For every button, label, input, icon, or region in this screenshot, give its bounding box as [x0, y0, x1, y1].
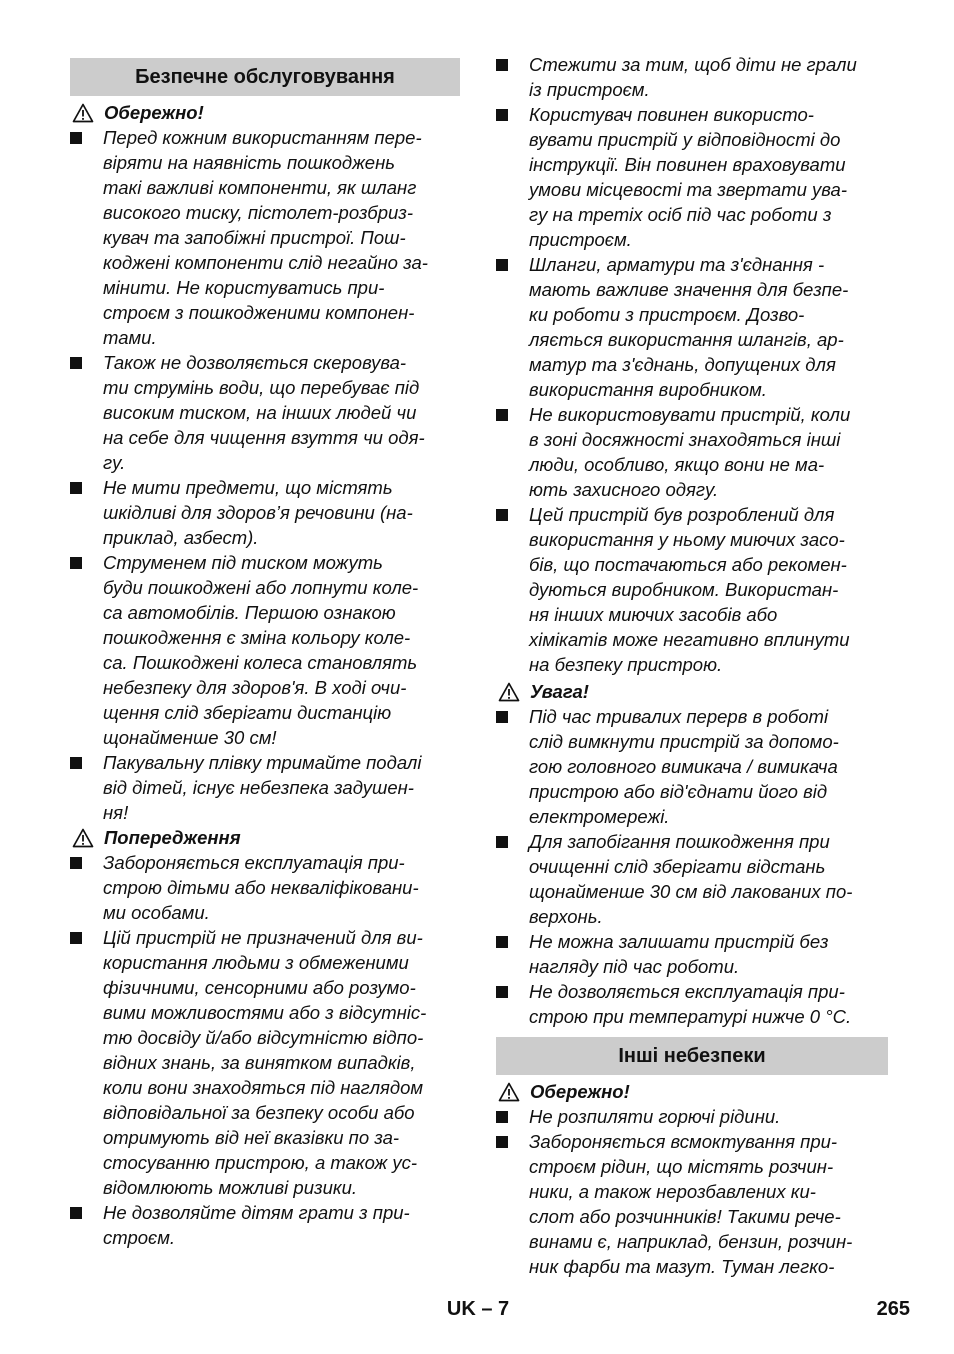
bullet-square-icon: [496, 1136, 508, 1148]
bullet-square-icon: [70, 857, 82, 869]
warning-label: Обережно!: [530, 1080, 630, 1102]
list-item: [496, 402, 888, 502]
list-item: [70, 475, 460, 550]
bullet-square-icon: [70, 932, 82, 944]
list-item: [496, 1129, 888, 1279]
list-item-text: Не використовувати пристрій, коли в зоні досяжності знаходяться інші люди, особливо, якщо вони не ма- ють захисного одягу.: [529, 404, 851, 500]
list-item-text: Стежити за тим, щоб діти не грали із пристроєм.: [529, 54, 857, 100]
list-item-text: Не дозволяється експлуатація при- строю при температурі нижче 0 °C.: [529, 981, 852, 1027]
list-item-text: Не можна залишати пристрій без нагляду під час роботи.: [529, 931, 829, 977]
list-item: [70, 125, 460, 350]
list-item: [496, 929, 888, 979]
list-item: [496, 979, 888, 1029]
bullet-square-icon: [496, 836, 508, 848]
list-item: [496, 102, 888, 252]
list-item: [496, 704, 888, 829]
list-item-text: Цій пристрій не призначений для ви- користання людьми з обмеженими фізичними, сенсорними або розумо- вими можливостями або з відсутніс- тю досвіду й/або відсутністю відпо- відних знань, за винятком випадків, коли вони знаходяться під наглядом відповідальної за безпеку особи або отримують від неї вказівки по за- стосуванню пристрою, а також ус- відомлюють можливі ризики.: [103, 927, 427, 1198]
list-item-text: Шланги, арматури та з'єднання - мають важливе значення для безпе- ки роботи з пристроєм. Дозво- ляється використання шлангів, ар- матур та з'єднань, допущених для використання виробником.: [529, 254, 849, 400]
list-item: [70, 550, 460, 750]
list-item-text: Не дозволяйте дітям грати з при- строєм.: [103, 1202, 410, 1248]
bullet-square-icon: [70, 482, 82, 494]
bullet-square-icon: [496, 711, 508, 723]
list-item-text: Струменем під тиском можуть буди пошкоджені або лопнути коле- са автомобілів. Першою ознакою пошкодження є зміна кольору коле- са. Пошкоджені колеса становлять небезпеку для здоров'я. В ході очи- щення слід зберігати дистанцію щонайменше 30 см!: [103, 552, 419, 748]
bullet-square-icon: [70, 557, 82, 569]
list-item: [70, 850, 460, 925]
warning-danger: [70, 825, 460, 850]
warning-label: Обережно!: [104, 101, 204, 123]
list-item-text: Користувач повинен використо- вувати пристрій у відповідності до інструкції. Він повинен враховувати умови місцевості та звертати ува- гу на третіх осіб під час роботи з пристроєм.: [529, 104, 848, 250]
list-item-text: Не розпиляти горючі рідини.: [529, 1106, 781, 1127]
list-item-text: Також не дозволяється скеровува- ти струмінь води, що перебуває під високим тиском, на інших людей чи на себе для чищення взуття чи одя- гу.: [103, 352, 425, 473]
bullet-square-icon: [496, 1111, 508, 1123]
right-column: [496, 52, 888, 1279]
list-item: [70, 350, 460, 475]
list-item-text: Під час тривалих перерв в роботі слід вимкнути пристрій за допомо- гою головного вимикача / вимикача пристрою або від'єднати його від електромережі.: [529, 706, 839, 827]
list-item: [496, 829, 888, 929]
list-item-text: Для запобігання пошкодження при очищенні слід зберігати відстань щонайменше 30 см від лакованих по- верхонь.: [529, 831, 853, 927]
warning-label: Увага!: [530, 680, 589, 702]
list-item-text: Цей пристрій був розроблений для використання у ньому миючих засо- бів, що постачаються або рекомен- дуються виробником. Використан- ня інших миючих засобів або хімікатів може негативно вплинути на безпеку пристрою.: [529, 504, 850, 675]
bullet-square-icon: [496, 936, 508, 948]
list-item: [496, 52, 888, 102]
list-item-text: Пакувальну плівку тримайте подалі від дітей, існує небезпека задушен- ня!: [103, 752, 422, 823]
footer-page-label: UK – 7: [446, 1298, 510, 1320]
warning-label: Попередження: [104, 826, 241, 848]
footer-page-number: 265: [876, 1298, 910, 1320]
left-column: [70, 52, 460, 1250]
bullet-square-icon: [70, 357, 82, 369]
warning-triangle-icon: [72, 103, 94, 123]
bullet-square-icon: [496, 409, 508, 421]
list-item-text: Забороняється експлуатація при- строю дітьми або некваліфіковани- ми особами.: [103, 852, 419, 923]
bullet-square-icon: [70, 757, 82, 769]
warning-caution: [70, 100, 460, 125]
bullet-square-icon: [496, 986, 508, 998]
list-item-text: Перед кожним використанням пере- віряти на наявність пошкоджень такі важливі компоненти, як шланг високого тиску, пістолет-розбриз- кувач та запобіжні пристрої. Пош- коджені компоненти слід негайно за- мінити. Не користуватись при- строєм з пошкодженими компонен- тами.: [103, 127, 428, 348]
section-title-other-hazards: Інші небезпеки: [496, 1037, 888, 1075]
bullet-square-icon: [70, 132, 82, 144]
warning-triangle-icon: [498, 1082, 520, 1102]
warning-triangle-icon: [498, 682, 520, 702]
warning-caution: [496, 1079, 888, 1104]
warning-attention: [496, 679, 888, 704]
bullet-square-icon: [496, 259, 508, 271]
list-item: [496, 1104, 888, 1129]
bullet-square-icon: [70, 1207, 82, 1219]
list-item: [70, 1200, 460, 1250]
list-item: [70, 750, 460, 825]
bullet-square-icon: [496, 109, 508, 121]
bullet-square-icon: [496, 509, 508, 521]
bullet-square-icon: [496, 59, 508, 71]
list-item: [496, 252, 888, 402]
list-item: [496, 502, 888, 677]
warning-triangle-icon: [72, 828, 94, 848]
list-item-text: Забороняється всмоктування при- строєм рідин, що містять розчин- ники, а також нерозбавлених ки- слот або розчинників! Такими рече- винами є, наприклад, бензин, розчин- ник фарби та мазут. Туман легко-: [529, 1131, 853, 1277]
list-item-text: Не мити предмети, що містять шкідливі для здоров’я речовини (на- приклад, азбест).: [103, 477, 413, 548]
section-title-safe-maintenance: Безпечне обслуговування: [70, 58, 460, 96]
list-item: [70, 925, 460, 1200]
